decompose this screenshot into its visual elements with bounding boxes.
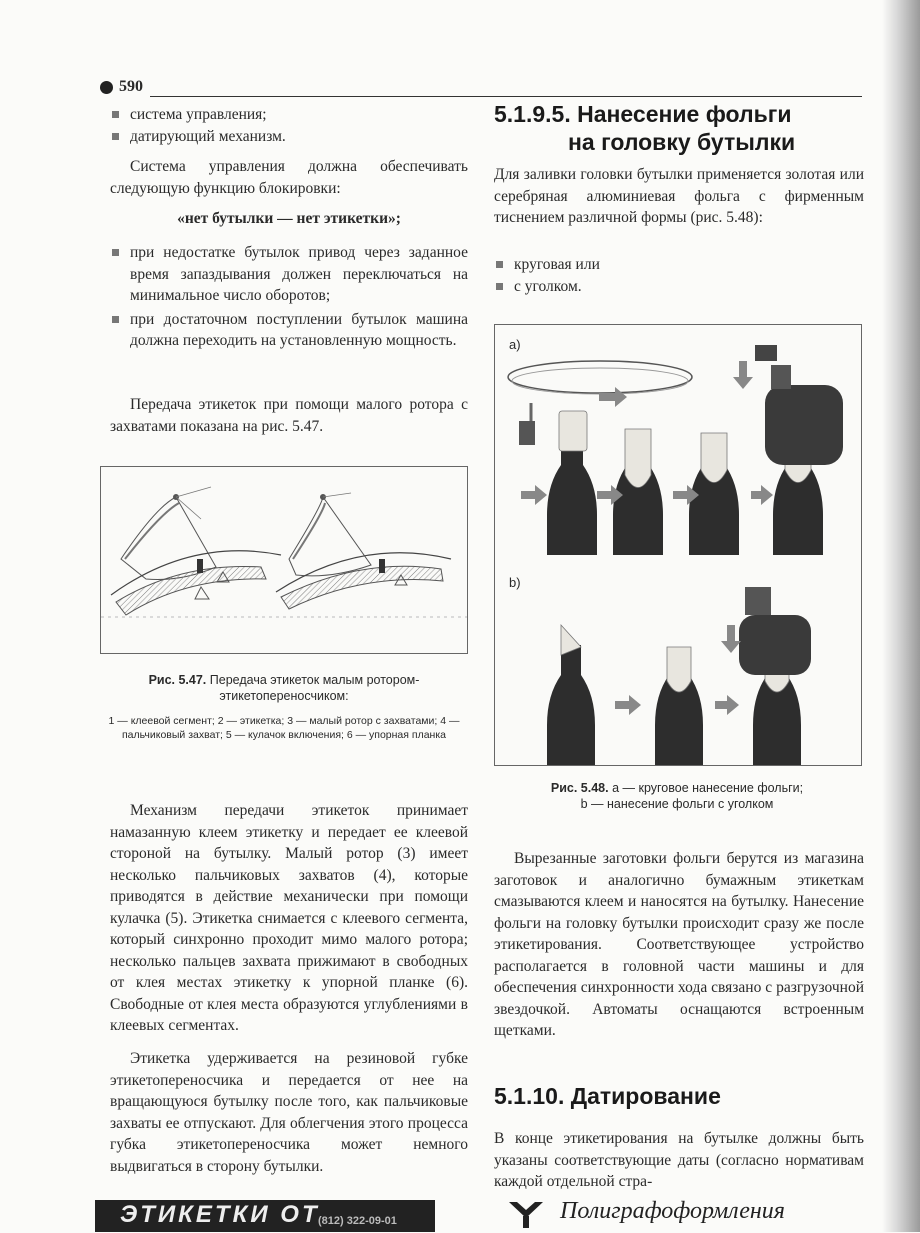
- footer-phone: (812) 322-09-01: [318, 1215, 397, 1227]
- page-number: 590: [100, 78, 143, 96]
- section-heading-5-1-9-5: 5.1.9.5. Нанесение фольги на головку бутылки: [494, 101, 796, 155]
- right-bullets: [494, 254, 864, 297]
- figure-5-48-caption: Рис. 5.48. а — круговое нанесение фольги; b — нанесение фольги с уголком: [550, 781, 804, 811]
- footer-logo-icon: [505, 1198, 547, 1233]
- footer-publisher: Полиграфоформления: [560, 1198, 785, 1224]
- list-item: круговая или: [494, 254, 864, 276]
- left-bullets-top: [110, 104, 468, 147]
- page-marker-icon: [100, 81, 113, 94]
- list-item: при недостатке бутылок привод через заданное время запаздывания должен переключаться на минимальное число оборотов;: [110, 242, 468, 307]
- left-quote: «нет бутылки — нет этикетки»;: [177, 210, 401, 227]
- header-rule: [150, 96, 862, 97]
- right-paragraph-3: В конце этикетирования на бутылке должны быть указаны соответствующие даты (согласно нормативам каждой отдельной стра-: [494, 1130, 864, 1190]
- label-transfer-diagram: [101, 467, 467, 653]
- section-heading-5-1-10: 5.1.10. Датирование: [494, 1083, 721, 1109]
- left-paragraph-4: Этикетка удерживается на резиновой губке этикетопереносчика и передается от нее на вращающуюся бутылку после того, как пальчиковые захваты ее отпускают. Для облегчения этого процесса губка этикетопереносчика может немного выдвигаться в сторону бутылки.: [110, 1050, 468, 1175]
- list-item: с уголком.: [494, 276, 864, 298]
- figure-label-a: a): [509, 337, 521, 352]
- left-paragraph-3: Механизм передачи этикеток принимает намазанную клеем этикетку и передает ее клеевой стороной на бутылку. Малый ротор (3) имеет несколько пальчиковых захватов (4), которые приводятся в действие механически при помощи кулачка (5). Этикетка снимается с клеевого сегмента, который синхронно проходит мимо малого ротора; несколько пальцев захвата прижимают в свободных от клея местах этикетку к упорной планке (6). Свободные от клея места образуются углублениями в клеевых сегментах.: [110, 802, 468, 1034]
- page-edge-shadow: [882, 0, 920, 1232]
- list-item: система управления;: [110, 104, 468, 126]
- figure-5-47-caption: Рис. 5.47. Передача этикеток малым ротором-этикетопереносчиком:: [148, 673, 420, 703]
- left-paragraph-2: Передача этикеток при помощи малого ротора с захватами показана на рис. 5.47.: [110, 396, 468, 435]
- left-bullets-mid: [110, 242, 468, 352]
- list-item: датирующий механизм.: [110, 126, 468, 148]
- figure-label-b: b): [509, 575, 521, 590]
- foil-application-diagram: [495, 325, 861, 765]
- figure-5-47: [100, 466, 468, 654]
- footer-brand: ЭТИКЕТКИ ОТ: [120, 1201, 320, 1228]
- right-paragraph-1: Для заливки головки бутылки применяется золотая или серебряная алюминиевая фольга с фирменным тиснением различной формы (рис. 5.48):: [494, 166, 864, 226]
- right-paragraph-2: Вырезанные заготовки фольги берутся из магазина заготовок и аналогично бумажным этикеткам смазываются клеем и наносятся на бутылку. Нанесение фольги на головку бутылки происходит сразу же после этикетирования. Соответствующее устройство располагается в головной части машины и для обеспечения синхронности хода связано с разгрузочной звездочкой. Автоматы оснащаются встроенным щетками.: [494, 850, 864, 1039]
- figure-5-48: [494, 324, 862, 766]
- footer-logo-graphic: [505, 1198, 547, 1228]
- left-paragraph-1: Система управления должна обеспечивать следующую функцию блокировки:: [110, 158, 468, 197]
- figure-5-47-legend: 1 — клеевой сегмент; 2 — этикетка; 3 — малый ротор с захватами; 4 — пальчиковый захват; 5 — кулачок включения; 6 — упорная планка: [108, 715, 460, 741]
- list-item: при достаточном поступлении бутылок машина должна переходить на установленную мощность.: [110, 309, 468, 352]
